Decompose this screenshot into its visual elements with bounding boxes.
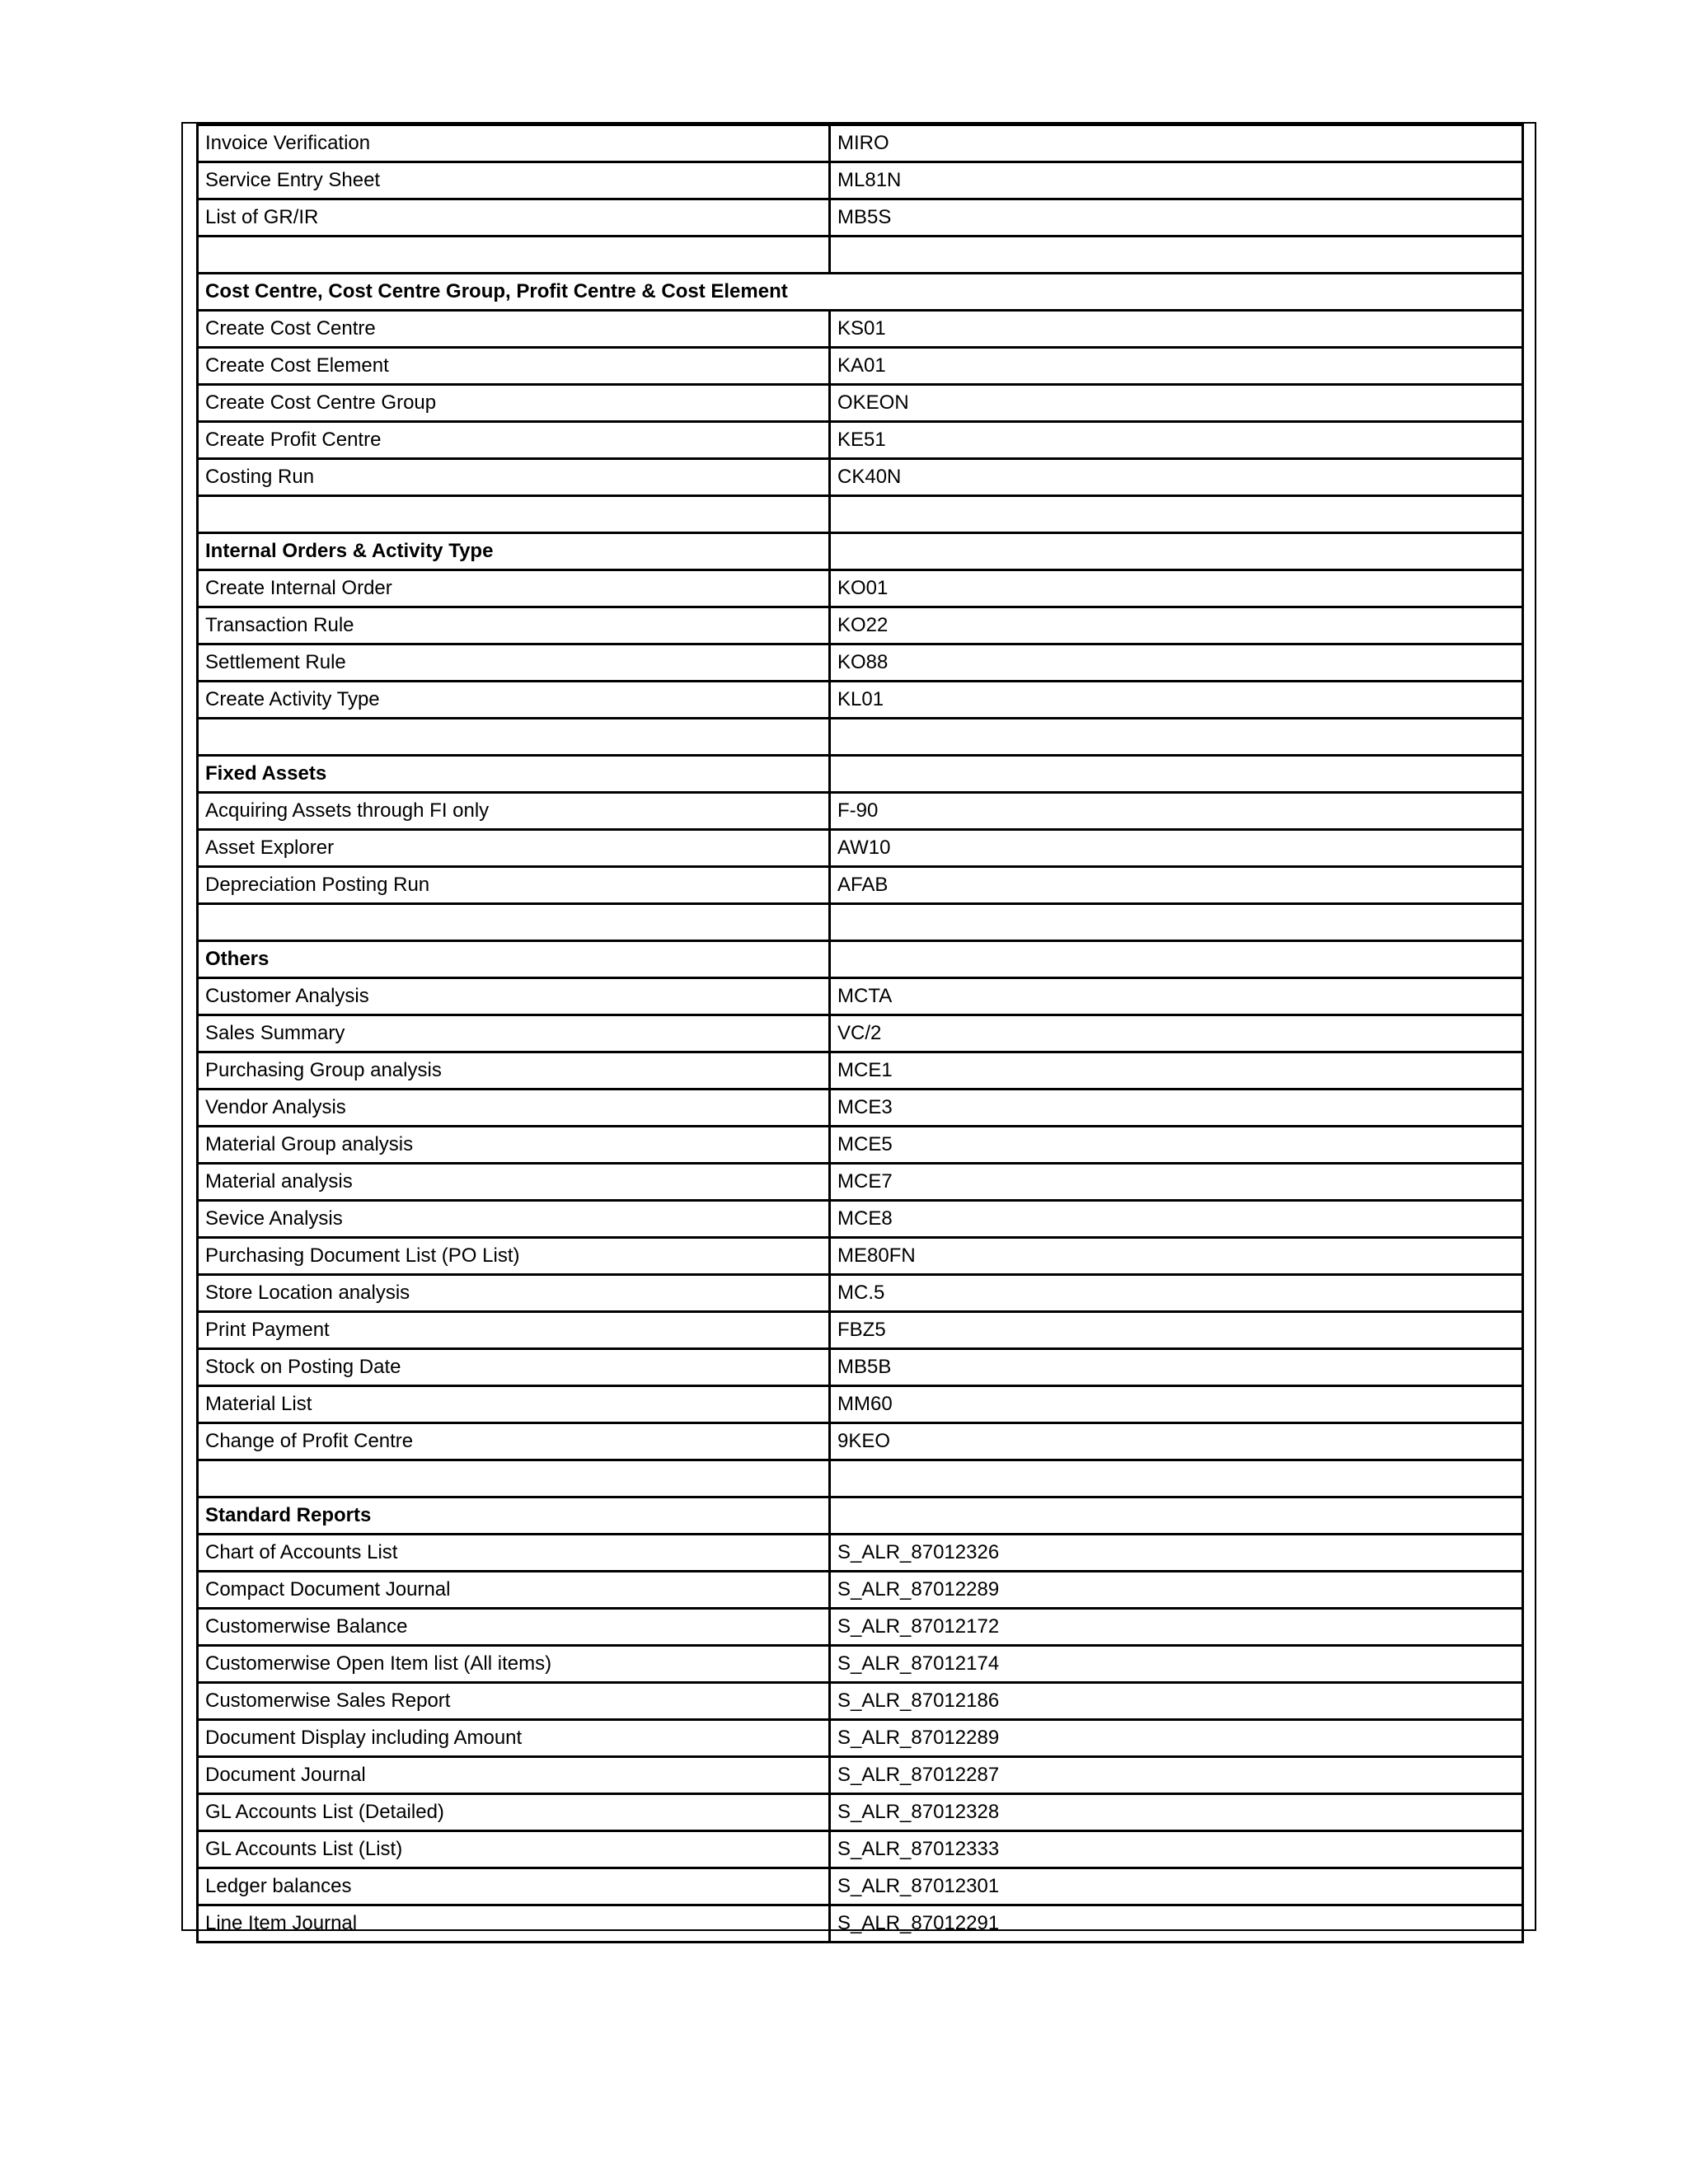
transaction-code-cell: S_ALR_87012326 [830, 1535, 1523, 1572]
transaction-code-cell: MC.5 [830, 1275, 1523, 1312]
transaction-code-cell: MCE5 [830, 1127, 1523, 1164]
transaction-name-cell: Invoice Verification [198, 125, 830, 162]
transaction-code-cell: KA01 [830, 348, 1523, 385]
table-row [198, 793, 1523, 830]
table-row [198, 570, 1523, 607]
table-row [198, 162, 1523, 199]
transaction-name-cell: Customerwise Open Item list (All items) [198, 1646, 830, 1683]
transaction-name-cell: Create Cost Centre [198, 311, 830, 348]
transaction-code-cell: KO88 [830, 644, 1523, 682]
transaction-name-cell: Settlement Rule [198, 644, 830, 682]
transaction-code-cell [830, 533, 1523, 570]
transaction-name-cell: Chart of Accounts List [198, 1535, 830, 1572]
table-row [198, 348, 1523, 385]
section-heading-row [198, 756, 1523, 793]
table-body [198, 125, 1523, 1943]
transaction-code-cell: AFAB [830, 867, 1523, 904]
transaction-code-cell [830, 941, 1523, 978]
transaction-name-cell: Purchasing Document List (PO List) [198, 1238, 830, 1275]
table-row [198, 607, 1523, 644]
table-row [198, 1312, 1523, 1349]
section-heading: Fixed Assets [198, 756, 830, 793]
table-row [198, 1015, 1523, 1052]
table-row [198, 385, 1523, 422]
spacer-row [198, 904, 1523, 941]
transaction-code-cell: ML81N [830, 162, 1523, 199]
table-row [198, 682, 1523, 719]
transaction-code-cell: S_ALR_87012172 [830, 1609, 1523, 1646]
transaction-name-cell: Vendor Analysis [198, 1090, 830, 1127]
transaction-code-cell: MB5S [830, 199, 1523, 237]
transaction-code-cell: FBZ5 [830, 1312, 1523, 1349]
transaction-name-cell: Material analysis [198, 1164, 830, 1201]
transaction-code-cell: KE51 [830, 422, 1523, 459]
spacer-row [198, 719, 1523, 756]
transaction-name-cell: Ledger balances [198, 1868, 830, 1905]
transaction-name-cell: Customerwise Sales Report [198, 1683, 830, 1720]
section-heading: Others [198, 941, 830, 978]
transaction-code-cell: S_ALR_87012291 [830, 1905, 1523, 1943]
transaction-code-cell: VC/2 [830, 1015, 1523, 1052]
transaction-code-cell: S_ALR_87012328 [830, 1794, 1523, 1831]
table-row [198, 1052, 1523, 1090]
transaction-code-cell: AW10 [830, 830, 1523, 867]
table-row [198, 978, 1523, 1015]
transaction-code-cell: F-90 [830, 793, 1523, 830]
transaction-code-cell: KS01 [830, 311, 1523, 348]
table-row [198, 1090, 1523, 1127]
table-row [198, 1127, 1523, 1164]
section-heading: Cost Centre, Cost Centre Group, Profit Centre & Cost Element [198, 274, 1523, 311]
transaction-name-cell: Transaction Rule [198, 607, 830, 644]
table-row [198, 1349, 1523, 1386]
transaction-code-cell: MCE3 [830, 1090, 1523, 1127]
transaction-code-cell [830, 1460, 1523, 1497]
transaction-name-cell [198, 719, 830, 756]
transaction-codes-table [196, 124, 1524, 1943]
transaction-name-cell: Create Activity Type [198, 682, 830, 719]
transaction-name-cell: Store Location analysis [198, 1275, 830, 1312]
transaction-code-cell: S_ALR_87012174 [830, 1646, 1523, 1683]
transaction-name-cell: Purchasing Group analysis [198, 1052, 830, 1090]
transaction-name-cell: Service Entry Sheet [198, 162, 830, 199]
transaction-name-cell: Create Profit Centre [198, 422, 830, 459]
transaction-name-cell: Sales Summary [198, 1015, 830, 1052]
spacer-row [198, 237, 1523, 274]
transaction-name-cell [198, 496, 830, 533]
transaction-name-cell: Asset Explorer [198, 830, 830, 867]
transaction-code-cell [830, 496, 1523, 533]
section-heading-row [198, 274, 1523, 311]
table-row [198, 1831, 1523, 1868]
table-row [198, 1386, 1523, 1423]
transaction-name-cell: Material Group analysis [198, 1127, 830, 1164]
transaction-code-cell: KO01 [830, 570, 1523, 607]
transaction-code-cell: S_ALR_87012287 [830, 1757, 1523, 1794]
table-row [198, 867, 1523, 904]
transaction-name-cell: Document Display including Amount [198, 1720, 830, 1757]
transaction-name-cell: Create Internal Order [198, 570, 830, 607]
transaction-code-cell: KO22 [830, 607, 1523, 644]
transaction-name-cell: Stock on Posting Date [198, 1349, 830, 1386]
table-row [198, 1275, 1523, 1312]
table-row [198, 1164, 1523, 1201]
table-row [198, 1646, 1523, 1683]
table-row [198, 199, 1523, 237]
table-row [198, 1868, 1523, 1905]
transaction-name-cell: Create Cost Element [198, 348, 830, 385]
transaction-code-cell: S_ALR_87012333 [830, 1831, 1523, 1868]
table-row [198, 644, 1523, 682]
transaction-code-cell [830, 237, 1523, 274]
transaction-name-cell: Compact Document Journal [198, 1572, 830, 1609]
transaction-name-cell [198, 237, 830, 274]
section-heading-row [198, 941, 1523, 978]
transaction-name-cell: Change of Profit Centre [198, 1423, 830, 1460]
table-row [198, 1683, 1523, 1720]
transaction-code-cell: KL01 [830, 682, 1523, 719]
table-row [198, 459, 1523, 496]
transaction-code-cell [830, 756, 1523, 793]
table-row [198, 1757, 1523, 1794]
transaction-name-cell: Customerwise Balance [198, 1609, 830, 1646]
transaction-code-cell: MM60 [830, 1386, 1523, 1423]
transaction-name-cell: Line Item Journal [198, 1905, 830, 1943]
transaction-code-cell: 9KEO [830, 1423, 1523, 1460]
table-row [198, 311, 1523, 348]
transaction-code-cell: S_ALR_87012186 [830, 1683, 1523, 1720]
section-heading: Standard Reports [198, 1497, 830, 1535]
transaction-name-cell: Document Journal [198, 1757, 830, 1794]
transaction-code-cell: MCE7 [830, 1164, 1523, 1201]
spacer-row [198, 496, 1523, 533]
table-row [198, 422, 1523, 459]
transaction-name-cell: Costing Run [198, 459, 830, 496]
table-row [198, 1423, 1523, 1460]
table-row [198, 1201, 1523, 1238]
section-heading-row [198, 533, 1523, 570]
table-row [198, 1238, 1523, 1275]
transaction-code-cell: ME80FN [830, 1238, 1523, 1275]
transaction-code-cell: MCE8 [830, 1201, 1523, 1238]
table-row [198, 1794, 1523, 1831]
transaction-code-cell: CK40N [830, 459, 1523, 496]
transaction-name-cell [198, 1460, 830, 1497]
transaction-name-cell: Print Payment [198, 1312, 830, 1349]
table-row [198, 830, 1523, 867]
transaction-code-cell: S_ALR_87012289 [830, 1572, 1523, 1609]
transaction-code-cell: MCTA [830, 978, 1523, 1015]
section-heading: Internal Orders & Activity Type [198, 533, 830, 570]
transaction-code-cell: S_ALR_87012301 [830, 1868, 1523, 1905]
spacer-row [198, 1460, 1523, 1497]
transaction-name-cell: Acquiring Assets through FI only [198, 793, 830, 830]
transaction-name-cell: Material List [198, 1386, 830, 1423]
transaction-code-cell [830, 904, 1523, 941]
transaction-name-cell: Create Cost Centre Group [198, 385, 830, 422]
transaction-name-cell: Depreciation Posting Run [198, 867, 830, 904]
transaction-name-cell: List of GR/IR [198, 199, 830, 237]
transaction-code-cell: S_ALR_87012289 [830, 1720, 1523, 1757]
table-row [198, 1720, 1523, 1757]
transaction-name-cell: Customer Analysis [198, 978, 830, 1015]
table-row [198, 1535, 1523, 1572]
section-heading-row [198, 1497, 1523, 1535]
transaction-code-cell: OKEON [830, 385, 1523, 422]
transaction-code-cell [830, 1497, 1523, 1535]
transaction-code-cell [830, 719, 1523, 756]
transaction-code-cell: MIRO [830, 125, 1523, 162]
transaction-code-cell: MCE1 [830, 1052, 1523, 1090]
transaction-name-cell: GL Accounts List (List) [198, 1831, 830, 1868]
table-row [198, 1572, 1523, 1609]
transaction-name-cell: Sevice Analysis [198, 1201, 830, 1238]
transaction-name-cell: GL Accounts List (Detailed) [198, 1794, 830, 1831]
transaction-code-cell: MB5B [830, 1349, 1523, 1386]
table-row [198, 1609, 1523, 1646]
table-row [198, 1905, 1523, 1943]
transaction-name-cell [198, 904, 830, 941]
table-row [198, 125, 1523, 162]
